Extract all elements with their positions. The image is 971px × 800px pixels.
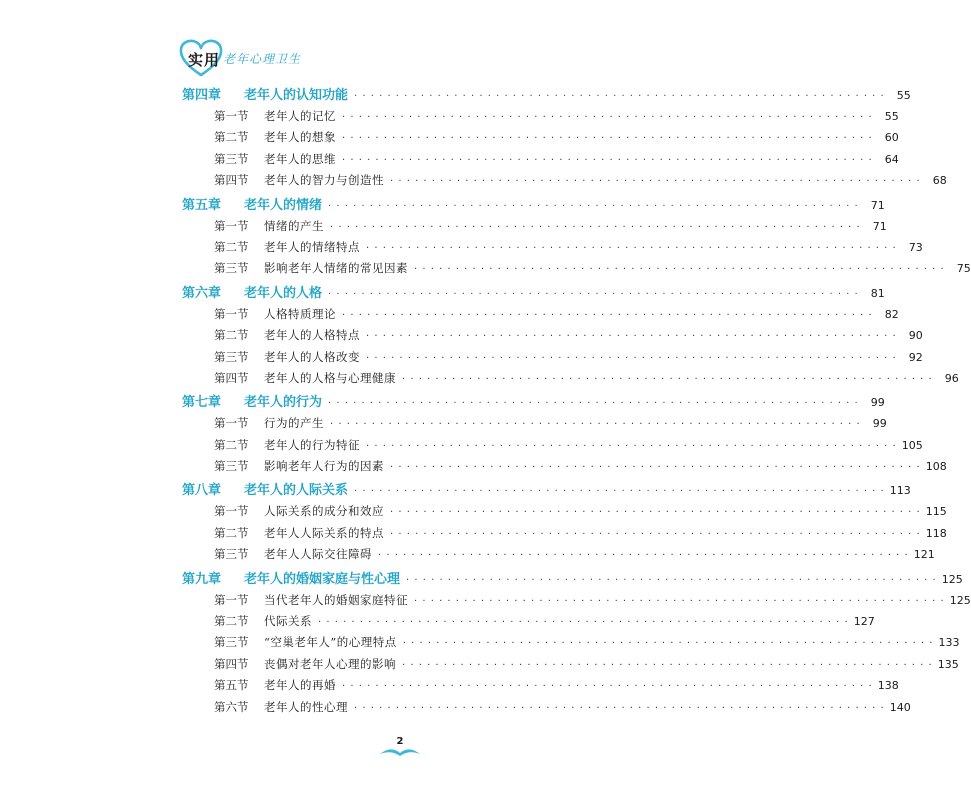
toc-section-row[interactable] <box>182 306 899 327</box>
section-number: 第二节 <box>214 239 249 254</box>
toc-section-row[interactable] <box>182 129 899 150</box>
section-title: 人际关系的成分和效应 <box>264 504 384 519</box>
section-page-number: 133 <box>938 636 960 650</box>
section-page-number: 125 <box>949 593 971 607</box>
dot-leader: · · · · · · · · · · · · · · · · · · · · · · · · · · · · · · · · · · · · · · · · · · · · · · · · · · · · · · · · · · · · · · · · <box>414 264 945 276</box>
section-number: 第六节 <box>214 699 249 714</box>
toc-chapter-row[interactable] <box>182 84 911 108</box>
toc-chapter-row[interactable] <box>182 282 885 306</box>
dot-leader: · · · · · · · · · · · · · · · · · · · · · · · · · · · · · · · · · · · · · · · · · · · · · · · · · · · · · · · · · · · · · · · · <box>378 550 909 562</box>
section-page-number: 68 <box>932 174 947 188</box>
chapter-page-number: 71 <box>870 198 885 212</box>
section-page-number: 82 <box>884 307 899 321</box>
toc-section-row[interactable] <box>182 677 899 698</box>
dot-leader: · · · · · · · · · · · · · · · · · · · · · · · · · · · · · · · · · · · · · · · · · · · · · · · · · · · · · · · · · · · · · · · · <box>342 112 873 123</box>
chapter-title: 老年人的行为 <box>244 395 323 411</box>
section-title: 老年人的再婚 <box>264 678 336 693</box>
toc-section-row[interactable] <box>182 349 923 370</box>
dot-leader: · · · · · · · · · · · · · · · · · · · · · · · · · · · · · · · · · · · · · · · · · · · · · · · · · · · · · · · · · · · · · · · · <box>328 288 859 300</box>
chapter-number: 第四章 <box>182 88 222 103</box>
dot-leader: · · · · · · · · · · · · · · · · · · · · · · · · · · · · · · · · · · · · · · · · · · · · · · · · · · · · · · · · · · · · · · · · <box>390 176 921 188</box>
chapter-number: 第九章 <box>182 571 222 587</box>
section-number: 第二节 <box>214 130 249 145</box>
section-number: 第一节 <box>214 504 249 519</box>
toc-section-row[interactable] <box>182 634 960 655</box>
section-page-number: 127 <box>853 615 875 629</box>
section-number: 第二节 <box>214 525 249 540</box>
dot-leader: · · · · · · · · · · · · · · · · · · · · · · · · · · · · · · · · · · · · · · · · · · · · · · · · · · · · · · · · · · · · · · · · <box>390 507 921 519</box>
section-title: 老年人的人格特点 <box>264 328 360 343</box>
dot-leader: · · · · · · · · · · · · · · · · · · · · · · · · · · · · · · · · · · · · · · · · · · · · · · · · · · · · · · · · · · · · · · · · <box>366 242 897 254</box>
toc-section-row[interactable] <box>182 327 923 348</box>
toc-chapter-row[interactable] <box>182 391 885 415</box>
dot-leader: · · · · · · · · · · · · · · · · · · · · · · · · · · · · · · · · · · · · · · · · · · · · · · · · · · · · · · · · · · · · · · · · <box>366 352 897 364</box>
section-title: 老年人的人格改变 <box>264 349 360 364</box>
toc-section-row[interactable] <box>182 108 899 129</box>
table-of-contents <box>182 84 971 720</box>
toc-section-row[interactable] <box>182 260 971 281</box>
toc-section-row[interactable] <box>182 592 971 613</box>
dot-leader: · · · · · · · · · · · · · · · · · · · · · · · · · · · · · · · · · · · · · · · · · · · · · · · · · · · · · · · · · · · · · · · · <box>390 462 921 474</box>
chapter-title: 老年人的情绪 <box>244 197 323 213</box>
section-title: 老年人的情绪特点 <box>264 239 360 254</box>
dot-leader: · · · · · · · · · · · · · · · · · · · · · · · · · · · · · · · · · · · · · · · · · · · · · · · · · · · · · · · · · · · · · · · · <box>328 200 859 212</box>
dot-leader: · · · · · · · · · · · · · · · · · · · · · · · · · · · · · · · · · · · · · · · · · · · · · · · · · · · · · · · · · · · · · · · · <box>354 486 885 498</box>
section-title: 老年人的人格与心理健康 <box>264 370 396 385</box>
section-title: 行为的产生 <box>264 416 324 431</box>
chapter-title: 老年人的人际关系 <box>244 483 349 499</box>
section-page-number: 115 <box>925 505 947 519</box>
dot-leader: · · · · · · · · · · · · · · · · · · · · · · · · · · · · · · · · · · · · · · · · · · · · · · · · · · · · · · · · · · · · · · · · <box>342 154 873 166</box>
dot-leader: · · · · · · · · · · · · · · · · · · · · · · · · · · · · · · · · · · · · · · · · · · · · · · · · · · · · · · · · · · · · · · · · <box>328 398 859 410</box>
dot-leader: · · · · · · · · · · · · · · · · · · · · · · · · · · · · · · · · · · · · · · · · · · · · · · · · · · · · · · · · · · · · · · · · <box>342 133 873 145</box>
chapter-title: 老年人的婚姻家庭与性心理 <box>244 571 401 587</box>
chapter-number: 第六章 <box>182 285 222 301</box>
chapter-title: 老年人的认知功能 <box>244 88 349 103</box>
section-number: 第五节 <box>214 678 249 693</box>
toc-section-row[interactable] <box>182 239 923 260</box>
dot-leader: · · · · · · · · · · · · · · · · · · · · · · · · · · · · · · · · · · · · · · · · · · · · · · · · · · · · · · · · · · · · · · · · <box>402 659 933 671</box>
toc-section-row[interactable] <box>182 458 947 479</box>
section-page-number: 71 <box>872 219 887 233</box>
toc-section-row[interactable] <box>182 172 947 193</box>
brand-main-text: 实用 <box>188 51 221 69</box>
section-page-number: 118 <box>925 526 947 540</box>
section-number: 第四节 <box>214 173 249 188</box>
section-number: 第三节 <box>214 547 249 562</box>
section-page-number: 135 <box>937 657 959 671</box>
page-footer <box>376 736 424 760</box>
chapter-number: 第五章 <box>182 197 222 213</box>
section-title: 老年人的想象 <box>264 130 336 145</box>
brand-subtitle: 老年心理卫生 <box>223 52 302 66</box>
section-page-number: 99 <box>872 417 887 431</box>
dot-leader: · · · · · · · · · · · · · · · · · · · · · · · · · · · · · · · · · · · · · · · · · · · · · · · · · · · · · · · · · · · · · · · · <box>354 91 885 102</box>
dot-leader: · · · · · · · · · · · · · · · · · · · · · · · · · · · · · · · · · · · · · · · · · · · · · · · · · · · · · · · · · · · · · · · · <box>318 617 849 629</box>
chapter-title: 老年人的人格 <box>244 285 323 301</box>
section-title: 影响老年人情绪的常见因素 <box>264 261 408 276</box>
section-title: 当代老年人的婚姻家庭特征 <box>264 592 408 607</box>
section-page-number: 90 <box>908 329 923 343</box>
section-title: 老年人人际关系的特点 <box>264 525 384 540</box>
toc-section-row[interactable] <box>182 370 959 391</box>
section-number: 第四节 <box>214 656 249 671</box>
toc-chapter-row[interactable] <box>182 479 911 503</box>
toc-section-row[interactable] <box>182 218 887 239</box>
dot-leader: · · · · · · · · · · · · · · · · · · · · · · · · · · · · · · · · · · · · · · · · · · · · · · · · · · · · · · · · · · · · · · · · <box>342 309 873 321</box>
section-title: 老年人的性心理 <box>264 699 348 714</box>
page-number: 2 <box>396 736 404 747</box>
dot-leader: · · · · · · · · · · · · · · · · · · · · · · · · · · · · · · · · · · · · · · · · · · · · · · · · · · · · · · · · · · · · · · · · <box>366 331 897 343</box>
dot-leader: · · · · · · · · · · · · · · · · · · · · · · · · · · · · · · · · · · · · · · · · · · · · · · · · · · · · · · · · · · · · · · · · <box>414 595 945 607</box>
toc-section-row[interactable] <box>182 699 911 720</box>
dot-leader: · · · · · · · · · · · · · · · · · · · · · · · · · · · · · · · · · · · · · · · · · · · · · · · · · · · · · · · · · · · · · · · · <box>406 574 937 586</box>
section-number: 第三节 <box>214 261 249 276</box>
toc-section-row[interactable] <box>182 546 935 567</box>
dot-leader: · · · · · · · · · · · · · · · · · · · · · · · · · · · · · · · · · · · · · · · · · · · · · · · · · · · · · · · · · · · · · · · · <box>354 702 885 714</box>
section-number: 第三节 <box>214 151 249 166</box>
chapter-number: 第七章 <box>182 395 222 411</box>
toc-chapter-row[interactable] <box>182 568 963 592</box>
chapter-page-number: 81 <box>870 286 885 300</box>
section-page-number: 96 <box>944 371 959 385</box>
section-number: 第四节 <box>214 370 249 385</box>
section-title: 代际关系 <box>264 614 312 629</box>
toc-section-row[interactable] <box>182 656 959 677</box>
toc-section-row[interactable] <box>182 437 923 458</box>
section-number: 第三节 <box>214 635 249 650</box>
section-number: 第二节 <box>214 328 249 343</box>
section-number: 第三节 <box>214 349 249 364</box>
section-number: 第二节 <box>214 437 249 452</box>
section-title: 人格特质理论 <box>264 306 336 321</box>
chapter-page-number: 113 <box>889 484 911 498</box>
section-title: 情绪的产生 <box>264 218 324 233</box>
toc-section-row[interactable] <box>182 151 899 172</box>
section-page-number: 60 <box>884 131 899 145</box>
section-page-number: 121 <box>913 548 935 562</box>
section-title: 老年人的思维 <box>264 151 336 166</box>
section-page-number: 140 <box>889 700 911 714</box>
chapter-page-number: 99 <box>870 396 885 410</box>
section-number: 第一节 <box>214 218 249 233</box>
section-number: 第二节 <box>214 614 249 629</box>
chapter-page-number: 55 <box>896 89 911 102</box>
dot-leader: · · · · · · · · · · · · · · · · · · · · · · · · · · · · · · · · · · · · · · · · · · · · · · · · · · · · · · · · · · · · · · · · <box>342 681 873 693</box>
toc-chapter-row[interactable] <box>182 194 885 218</box>
toc-section-row[interactable] <box>182 613 875 634</box>
section-number: 第一节 <box>214 416 249 431</box>
toc-section-row[interactable] <box>182 415 887 436</box>
section-title: 丧偶对老年人心理的影响 <box>264 656 396 671</box>
dot-leader: · · · · · · · · · · · · · · · · · · · · · · · · · · · · · · · · · · · · · · · · · · · · · · · · · · · · · · · · · · · · · · · · <box>402 373 933 385</box>
section-number: 第一节 <box>214 109 249 123</box>
section-page-number: 92 <box>908 350 923 364</box>
toc-section-row[interactable] <box>182 525 947 546</box>
section-page-number: 64 <box>884 152 899 166</box>
chapter-number: 第八章 <box>182 483 222 499</box>
section-page-number: 105 <box>901 438 923 452</box>
section-title: 老年人的智力与创造性 <box>264 173 384 188</box>
dot-leader: · · · · · · · · · · · · · · · · · · · · · · · · · · · · · · · · · · · · · · · · · · · · · · · · · · · · · · · · · · · · · · · · <box>402 638 934 650</box>
section-title: 老年人的记忆 <box>264 109 336 123</box>
chapter-page-number: 125 <box>941 572 963 586</box>
section-title: “空巢老年人”的心理特点 <box>264 635 397 650</box>
section-page-number: 138 <box>877 679 899 693</box>
section-number: 第一节 <box>214 306 249 321</box>
section-title: 老年人的行为特征 <box>264 437 360 452</box>
section-number: 第一节 <box>214 592 249 607</box>
section-page-number: 108 <box>925 460 947 474</box>
toc-section-row[interactable] <box>182 503 947 524</box>
book-header <box>178 38 378 88</box>
section-page-number: 75 <box>956 262 971 276</box>
wave-ornament-icon <box>378 744 422 758</box>
section-title: 老年人人际交往障碍 <box>264 547 372 562</box>
dot-leader: · · · · · · · · · · · · · · · · · · · · · · · · · · · · · · · · · · · · · · · · · · · · · · · · · · · · · · · · · · · · · · · · <box>330 419 861 431</box>
section-page-number: 73 <box>908 240 923 254</box>
dot-leader: · · · · · · · · · · · · · · · · · · · · · · · · · · · · · · · · · · · · · · · · · · · · · · · · · · · · · · · · · · · · · · · · <box>366 440 897 452</box>
dot-leader: · · · · · · · · · · · · · · · · · · · · · · · · · · · · · · · · · · · · · · · · · · · · · · · · · · · · · · · · · · · · · · · · <box>330 221 861 233</box>
section-number: 第三节 <box>214 459 249 474</box>
dot-leader: · · · · · · · · · · · · · · · · · · · · · · · · · · · · · · · · · · · · · · · · · · · · · · · · · · · · · · · · · · · · · · · · <box>390 528 921 540</box>
section-page-number: 55 <box>884 110 899 123</box>
section-title: 影响老年人行为的因素 <box>264 459 384 474</box>
